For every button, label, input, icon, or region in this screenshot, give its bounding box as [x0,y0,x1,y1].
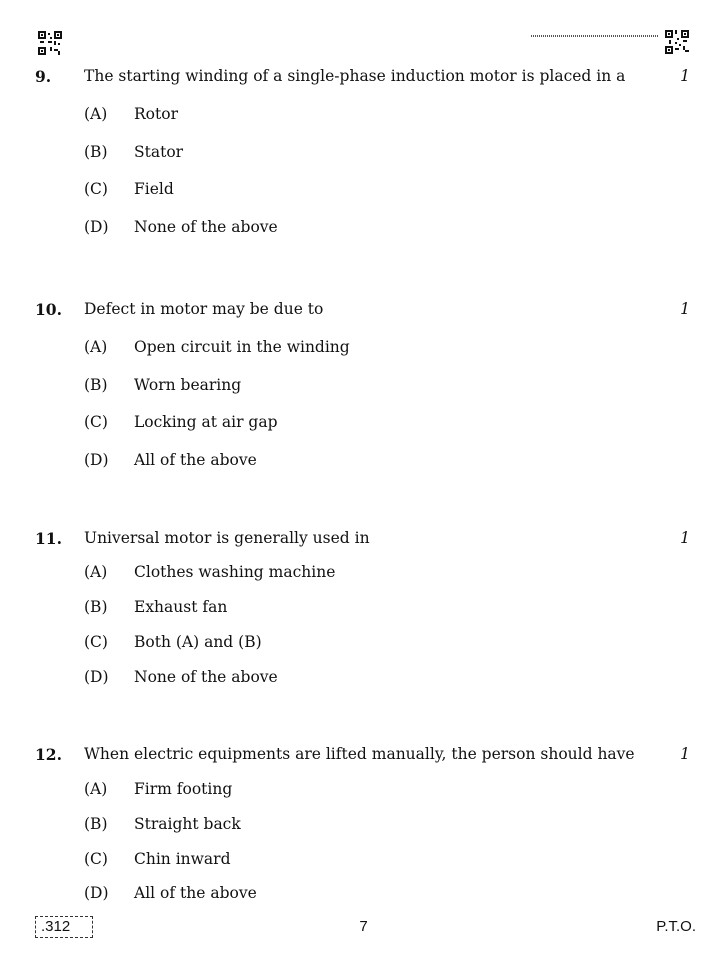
question-10 [0,300,727,326]
option-letter: (B) [84,143,108,161]
question-marks: 1 [680,67,690,85]
question-9 [0,67,727,93]
option-letter: (D) [84,451,109,469]
option-letter: (B) [84,376,108,394]
option-text: Worn bearing [134,376,242,394]
option-text: Straight back [134,815,241,833]
option-letter: (D) [84,668,109,686]
question-11 [0,529,727,555]
option-letter: (A) [84,563,108,581]
question-text: The starting winding of a single-phase induction motor is placed in a [84,67,626,85]
option-text: Chin inward [134,850,231,868]
qr-code-icon [665,30,689,54]
option-letter: (C) [84,413,108,431]
question-12 [0,745,727,771]
option-letter: (B) [84,598,108,616]
question-number: 10. [35,300,62,319]
option-letter: (A) [84,780,108,798]
option-letter: (A) [84,105,108,123]
option-text: Rotor [134,105,178,123]
question-number: 11. [35,529,62,548]
option-letter: (D) [84,218,109,236]
option-text: All of the above [134,884,257,902]
option-letter: (A) [84,338,108,356]
question-marks: 1 [680,745,690,763]
qr-code-icon [38,31,62,55]
option-text: All of the above [134,451,257,469]
option-letter: (C) [84,633,108,651]
question-text: Universal motor is generally used in [84,529,370,547]
option-letter: (C) [84,180,108,198]
option-text: Field [134,180,174,198]
option-letter: (D) [84,884,109,902]
option-letter: (B) [84,815,108,833]
option-text: Firm footing [134,780,233,798]
question-marks: 1 [680,529,690,547]
option-text: None of the above [134,668,278,686]
option-text: Exhaust fan [134,598,228,616]
question-number: 9. [35,67,52,86]
page-number: 7 [359,918,368,935]
option-text: Stator [134,143,184,161]
question-text: When electric equipments are lifted manually, the person should have [84,745,635,763]
option-text: None of the above [134,218,278,236]
header-barcode [531,35,659,37]
option-text: Both (A) and (B) [134,633,262,651]
question-marks: 1 [680,300,690,318]
question-number: 12. [35,745,62,764]
question-text: Defect in motor may be due to [84,300,324,318]
option-text: Locking at air gap [134,413,278,431]
option-text: Open circuit in the winding [134,338,350,356]
please-turn-over: P.T.O. [656,918,696,935]
option-letter: (C) [84,850,108,868]
paper-code: .312 [35,916,93,938]
option-text: Clothes washing machine [134,563,336,581]
